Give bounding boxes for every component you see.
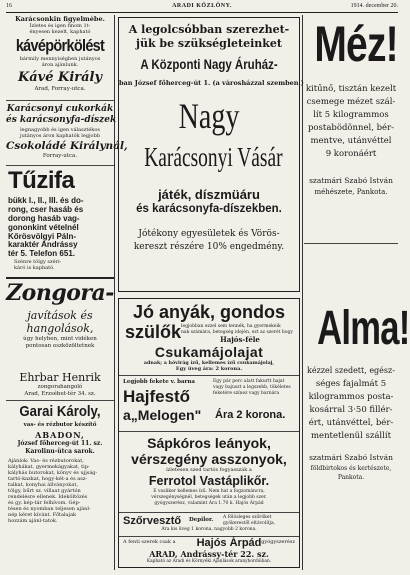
apple-ad-text: séges fajalmát 5 xyxy=(315,379,387,389)
ad-separator xyxy=(304,243,398,244)
firewood-ad-text: bükk I., II., III. és do- xyxy=(8,196,84,205)
depilatory-text: A fölösleges szőröket xyxy=(223,515,272,520)
issue-date: 1914. december 20. xyxy=(350,3,398,9)
store-ad-address: ban József főherceg-út 1. (a városházzal szemben.) xyxy=(119,79,304,87)
candy-ad-shop-name: Csokoládé Királynál, xyxy=(6,140,128,152)
furniture-ad-text: tartó-kazkat, hogy-két-a és asz- xyxy=(8,476,88,482)
firewood-ad xyxy=(6,167,114,241)
furniture-ad xyxy=(6,402,114,570)
coffee-ad-text: Ízletes és igen finom 1t- xyxy=(29,23,91,29)
cod-oil-text: adnak; a hóvirág ízű, kellemes ízű csukamájolaj, xyxy=(143,360,275,366)
honey-ad-seller: szatmári Szabó István xyxy=(309,176,393,185)
ad-separator xyxy=(119,431,299,432)
iron-liqueur-text: E vasliker kellemes ízű. Nem hat a fogzománcra, xyxy=(153,489,265,494)
column-left xyxy=(6,15,128,570)
hair-dye-title: Hajfestő xyxy=(123,387,191,406)
pharmacist-text: Kapható az Aradi és Környéki Ajánlások aranyhordóiban. xyxy=(146,559,272,564)
pharmacist-name: Hajós Árpád xyxy=(196,537,262,549)
firewood-ad-text: Kőrösvölgyi Páln- xyxy=(8,232,77,241)
apple-ad-text: kosárral 3·50 fillér- xyxy=(309,405,393,415)
honey-ad-text: csemege mézet szál- xyxy=(306,97,396,107)
apple-ad-seller-place: Pankota. xyxy=(337,474,365,481)
cod-oil-text: legjobban ezzel sem tennék, ha gyermekeik xyxy=(181,324,281,329)
hair-dye-brand: a„Melogen" xyxy=(123,407,202,423)
store-ad-big-title: Nagy xyxy=(178,96,240,136)
apple-ad-seller-place: földbirtokos és kertészete, xyxy=(310,465,392,472)
furniture-ad-text: és gy. kép-tár felhívom. Gép- xyxy=(8,500,81,506)
hair-dye-text: vagy bajuszt a legszebb, tökéletes xyxy=(213,385,291,390)
firewood-ad-text: rong, cser hasáb és xyxy=(8,205,84,214)
firewood-ad-text: karaktér Andrássy xyxy=(8,240,78,249)
furniture-ad-text: nép kéret kívánt. Főtalajak xyxy=(8,512,77,518)
pharmacist-text: A fenti szerek csak a xyxy=(123,539,176,545)
piano-ad-name: Ehrbar Henrik xyxy=(19,371,101,384)
store-ad-headline: jük be szükségleteinket xyxy=(135,37,283,50)
furniture-ad-text: tésen és nyomban teljesen ajánl- xyxy=(8,506,91,512)
furniture-ad-city: ABADON, xyxy=(35,430,85,440)
store-ad-discount: Jótékony egyesületek és Vörös- xyxy=(138,229,280,239)
firewood-ad-text: káró is kapható. xyxy=(14,265,55,271)
firewood-ad-cont xyxy=(6,241,114,277)
furniture-ad-address: József főherceg-út 11. sz. xyxy=(17,440,103,447)
cod-oil-title: Jó anyák, gondos xyxy=(132,302,286,322)
firewood-ad-text: Szénre tölgy széri- xyxy=(14,259,62,265)
pharmacist-footer xyxy=(119,537,299,567)
ad-separator xyxy=(119,375,299,376)
firewood-ad-text: tér 5. Telefon 651. xyxy=(8,249,75,258)
depilatory-price: Ára kis üveg 1 korona, nagyobb 2 korona. xyxy=(161,527,257,532)
cod-oil-product: Csukamájolajat xyxy=(154,344,264,360)
depilatory-title: Szőrvesztő xyxy=(123,515,182,527)
store-ad-text: játék, díszmüáru xyxy=(158,187,260,202)
apple-ad-text: mentetlenül szállít xyxy=(310,431,392,441)
honey-ad xyxy=(304,16,398,224)
coffee-ad-address: Arad, Forray-utca. xyxy=(34,86,86,92)
furniture-ad-text: tölgy, bűrt sz. villaat gyártón xyxy=(8,488,81,494)
store-ad-headline: A legolcsóbban szerezhet- xyxy=(128,23,290,36)
column-center xyxy=(116,15,302,570)
candy-ad-title: és karácsonyfa-díszek xyxy=(6,115,117,125)
furniture-ad-text: rendelésre ellenek. Ideköltözés xyxy=(8,494,88,500)
furniture-ad-title: Garai Károly, xyxy=(19,403,101,420)
coffee-ad-headline: Karácsonkin figyelmébe. xyxy=(15,15,105,23)
iron-liqueur-ad xyxy=(119,433,299,511)
honey-ad-text: mentve, utánvéttel xyxy=(310,136,392,146)
ad-separator xyxy=(6,277,114,279)
firewood-ad-text: dorong hasáb vag- xyxy=(8,214,80,223)
column-rule xyxy=(302,15,303,570)
coffee-ad-shop-name: Kávé Király xyxy=(17,70,103,85)
store-ad-store-name: A Központi Nagy Áruház- xyxy=(140,56,278,72)
honey-ad-text: postabödönnel, bér- xyxy=(307,123,395,133)
honey-ad-seller-place: méhészete, Pankota. xyxy=(314,188,388,196)
honey-ad-title: Méz! xyxy=(314,16,398,72)
iron-liqueur-title: Sápkóros leányok, xyxy=(147,435,271,451)
piano-ad-text: pontosan eszközöltetnek xyxy=(25,343,95,349)
coffee-ad-text: ényesen kezelt, kapható xyxy=(29,29,91,35)
honey-ad-price: 9 koronáért xyxy=(325,149,377,159)
piano-ad-text: úgy helyben, mint vidéken xyxy=(23,336,97,342)
candy-ad-address: Forray-utca. xyxy=(42,153,78,159)
piano-ad-text: hangolások, xyxy=(26,322,94,335)
furniture-ad-text: kályhákat, gyermekágyakat, tip- xyxy=(8,464,90,470)
cod-liver-oil-ad xyxy=(119,301,299,373)
department-store-ad xyxy=(118,17,304,292)
ad-separator xyxy=(6,165,114,166)
iron-liqueur-product: Ferrotol Vastáplikőr. xyxy=(148,474,270,488)
ad-separator xyxy=(6,100,114,101)
hair-dye-text: Egy pár perc alatt fakurtt hajat xyxy=(213,379,285,384)
apple-ad-title: Alma! xyxy=(317,302,410,355)
firewood-ad-title: Tűzifa xyxy=(8,167,75,194)
iron-liqueur-title: vérszegény asszonyok, xyxy=(131,451,287,467)
store-ad-text: és karácsonyfa-díszekben. xyxy=(136,203,282,215)
piano-ad-title: Zongora- xyxy=(6,280,114,306)
piano-ad-text: zongorahangoló xyxy=(37,384,83,390)
apple-ad-seller: szatmári Szabó István xyxy=(309,453,393,462)
pharmacy-ads xyxy=(118,298,300,568)
ad-separator xyxy=(6,400,114,401)
iron-liqueur-text: gyógyszerész, valamint Ára 1.70 k. Hajós Árpád xyxy=(154,501,264,506)
page-number: 16 xyxy=(6,3,12,9)
iron-liqueur-text: ízletesen szed tartós fogyasszák a xyxy=(166,467,252,473)
hair-dye-text: Legjobb fekete v. barna xyxy=(123,379,195,385)
honey-ad-text: lít 5 kilogrammos xyxy=(313,110,389,120)
cod-oil-price: Egy üveg ára: 2 korona. xyxy=(175,366,243,372)
cod-oil-title: szülők xyxy=(125,322,182,342)
pharmacist-title: gyógyszerész xyxy=(261,539,295,545)
hair-dye-ad xyxy=(119,377,299,429)
coffee-ad-title: kávépörkölést xyxy=(15,36,105,55)
depilatory-brand: Depilor. xyxy=(189,517,214,523)
store-ad-discount: kereszt részére 10% engedmény. xyxy=(133,242,285,252)
apple-ad-text: kézzel szedett, egész- xyxy=(307,366,395,375)
furniture-ad-text: kályhás butorokat, könyv és ujjság- xyxy=(8,470,98,476)
furniture-ad-text: vas- és rézbutor készítő xyxy=(23,422,97,428)
firewood-ad-text: gononkint vételnél xyxy=(8,223,79,232)
store-ad-big-title: Karácsonyi Vásár xyxy=(144,142,283,172)
newspaper-title: ARADI KÖZLÖNY. xyxy=(172,3,232,9)
furniture-ad-text: talkat, konyhai állványokat, xyxy=(8,482,78,488)
depilatory-ad xyxy=(119,513,299,535)
candy-ad-text: jutányos áron kaphatók legjobb xyxy=(20,133,100,139)
coffee-ad-text: bármily mennyiségben jutányos xyxy=(19,56,101,62)
piano-ad-cont xyxy=(6,370,114,398)
apple-ad-text: ért, utánvéttel, bér- xyxy=(308,418,394,428)
column-right xyxy=(304,15,410,570)
piano-ad-text: javítások és xyxy=(27,309,93,322)
pharmacist-address: ARAD, Andrássy-tér 22. sz. xyxy=(149,549,269,559)
cod-oil-text: nak számára, betegség idején, ezt az szerét hogy xyxy=(181,330,293,335)
candy-ad xyxy=(6,102,128,164)
candy-ad-text: legnagyobb és igen választékos xyxy=(20,127,100,133)
iron-liqueur-text: vérszegénységnél, betegségek után a legjobb szer. xyxy=(151,495,267,500)
furniture-ad-address: Karolinu-ütca sarok. xyxy=(25,448,95,455)
piano-ad-address: Arad, Erzsébet-tér 34. sz. xyxy=(24,391,96,397)
furniture-ad-text: Ajánlok: Vas- és rézbutorokat, xyxy=(8,458,84,464)
hair-dye-text: feketére színez vagy barnára xyxy=(213,391,280,396)
apple-ad-text: kilogrammos posta- xyxy=(308,392,394,402)
furniture-ad-text: hozzám ajánl-tatok. xyxy=(8,518,58,524)
coffee-ad xyxy=(6,15,114,101)
candy-ad-title: Karácsonyi cukorkák xyxy=(6,104,114,114)
header-rule xyxy=(6,12,398,13)
piano-ad xyxy=(6,280,114,370)
apple-ad xyxy=(304,302,410,565)
running-header xyxy=(6,2,398,12)
hair-dye-price: Ára 2 korona. xyxy=(215,409,286,421)
coffee-ad-text: áron ajánlunk. xyxy=(41,62,79,68)
cod-oil-brand: Hajós-féle xyxy=(220,335,260,344)
depilatory-text: gyökerestől eltávolítja, xyxy=(223,521,276,526)
honey-ad-text: kitűnő, tisztán kezelt xyxy=(305,84,397,94)
